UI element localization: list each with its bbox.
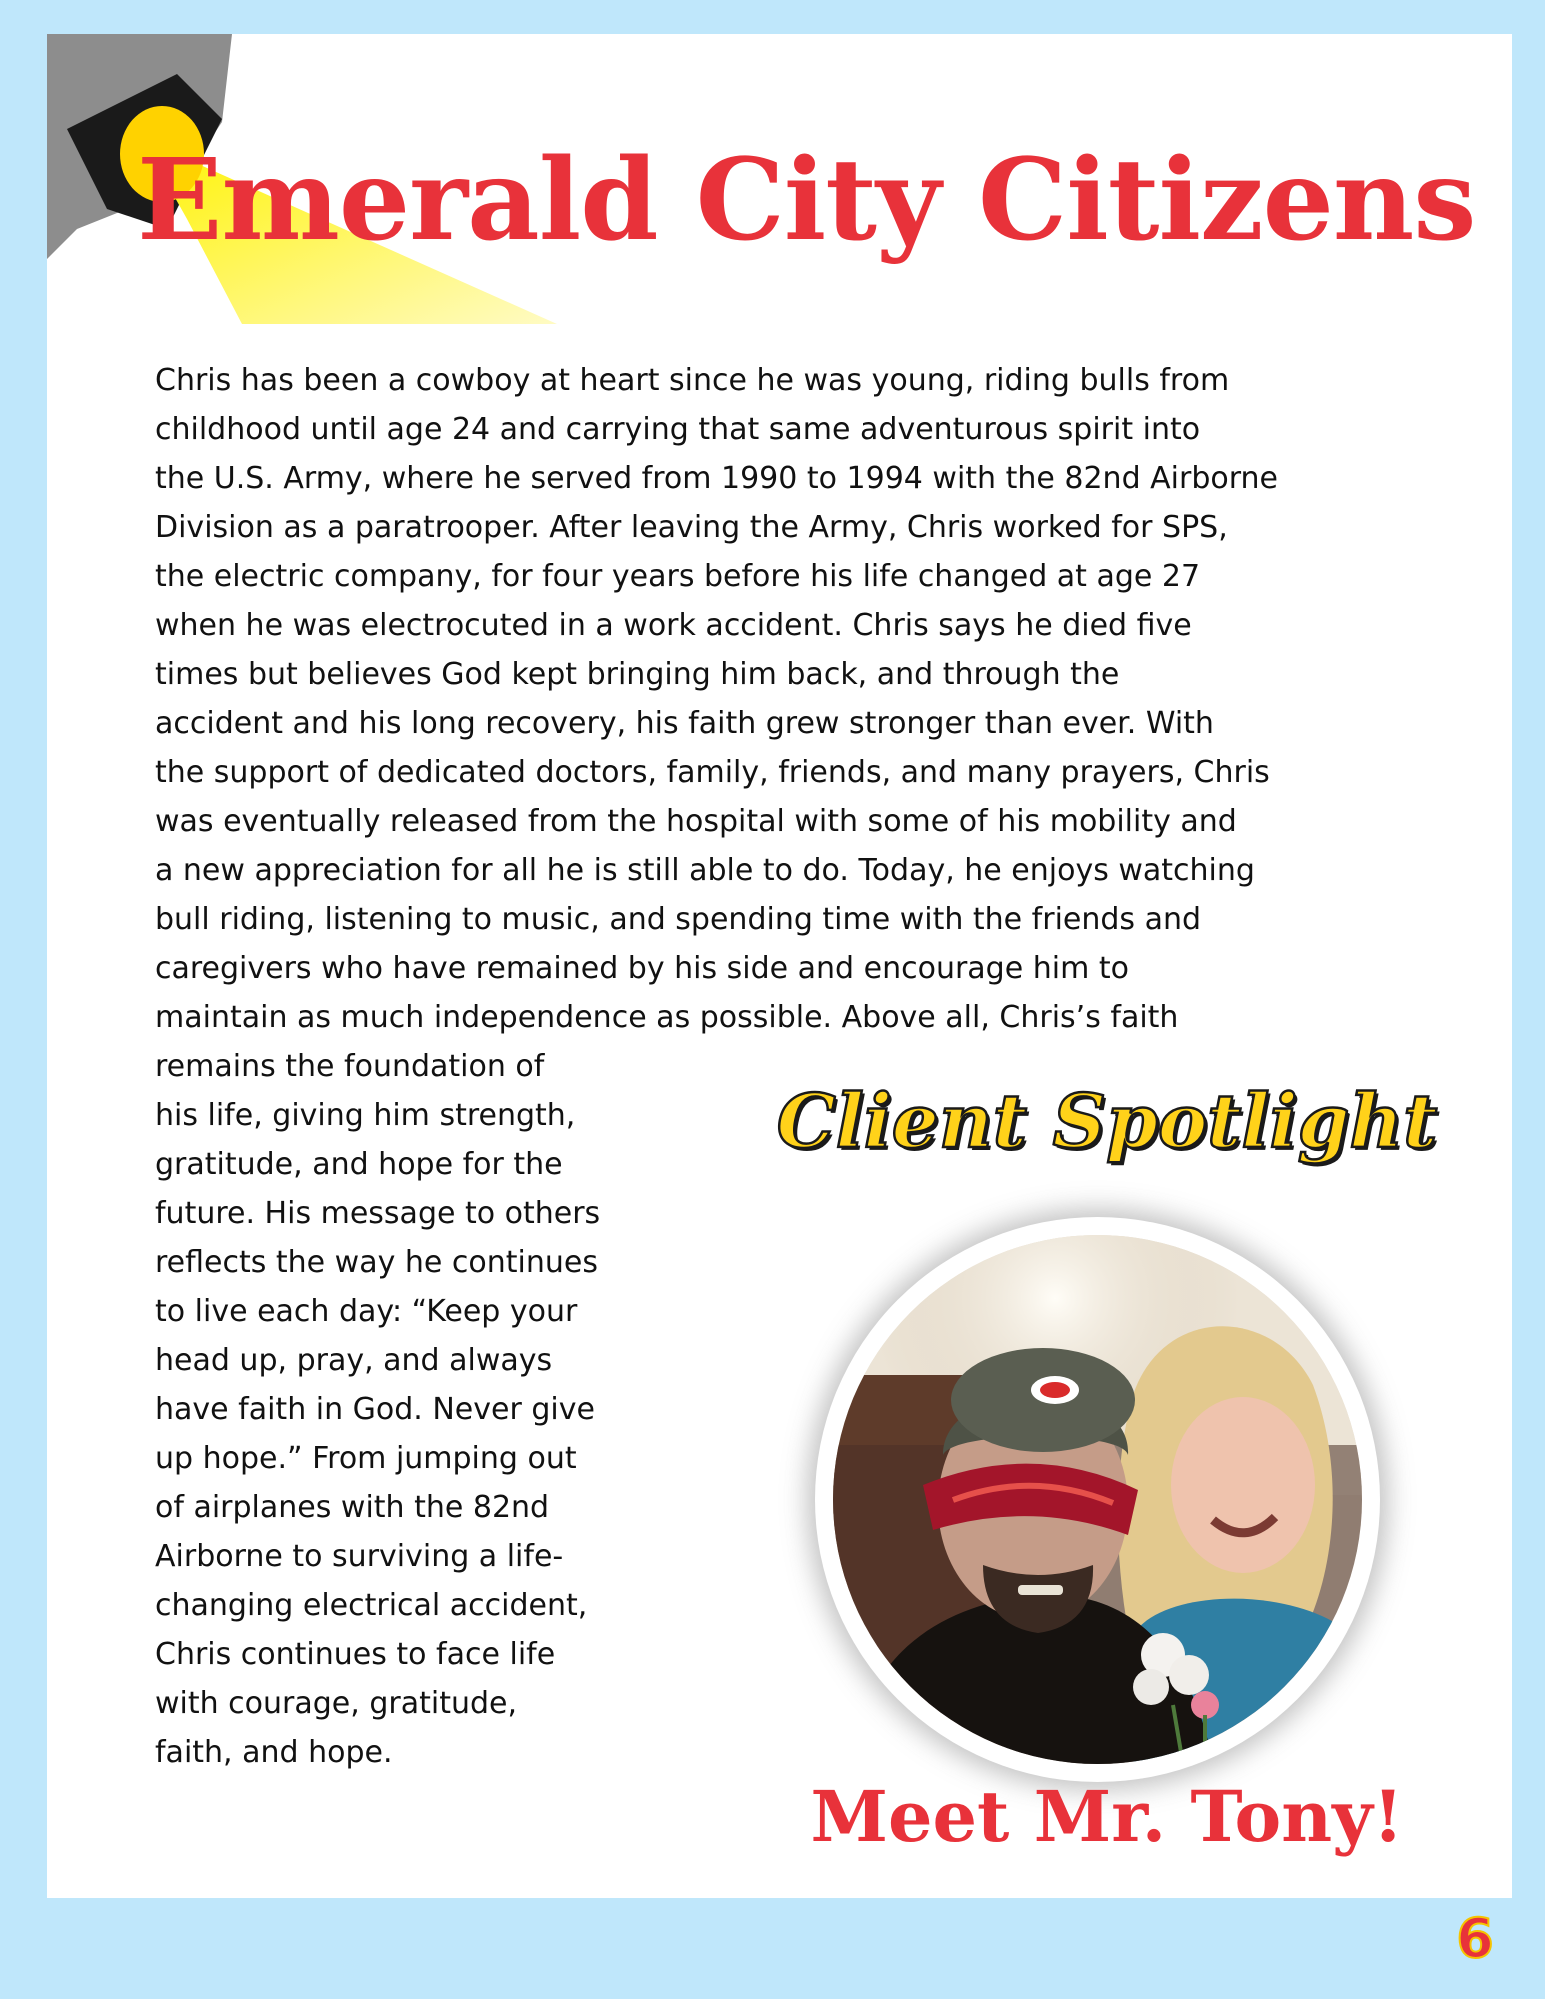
client-spotlight-heading: Client Spotlight xyxy=(776,1079,1438,1165)
story-line: of airplanes with the 82nd xyxy=(155,1490,550,1525)
story-line: changing electrical accident, xyxy=(155,1588,588,1623)
story-line: faith, and hope. xyxy=(155,1735,393,1770)
story-line: future. His message to others xyxy=(155,1196,601,1231)
story-line: times but believes God kept bringing him back, and through the xyxy=(155,657,1120,692)
story-line: childhood until age 24 and carrying that same adventurous spirit into xyxy=(155,412,1201,447)
story-line: a new appreciation for all he is still able to do. Today, he enjoys watching xyxy=(155,853,1255,888)
story-line: maintain as much independence as possible. Above all, Chris’s faith xyxy=(155,1000,1179,1035)
story-line: to live each day: “Keep your xyxy=(155,1294,578,1329)
newsletter-masthead: Emerald City Citizens xyxy=(137,135,1476,266)
newsletter-page xyxy=(47,34,1512,1898)
client-photo xyxy=(833,1235,1362,1764)
story-line: caregivers who have remained by his side and encourage him to xyxy=(155,951,1129,986)
story-line: the support of dedicated doctors, family, friends, and many prayers, Chris xyxy=(155,755,1270,790)
client-photo-frame xyxy=(815,1217,1380,1782)
story-line: Division as a paratrooper. After leaving the Army, Chris worked for SPS, xyxy=(155,510,1228,545)
meet-client-caption: Meet Mr. Tony! xyxy=(810,1775,1404,1858)
story-line: reflects the way he continues xyxy=(155,1245,598,1280)
story-line: Airborne to surviving a life- xyxy=(155,1539,564,1574)
story-line: have faith in God. Never give xyxy=(155,1392,595,1427)
story-line: accident and his long recovery, his faith grew stronger than ever. With xyxy=(155,706,1214,741)
story-line: was eventually released from the hospital with some of his mobility and xyxy=(155,804,1237,839)
story-line: gratitude, and hope for the xyxy=(155,1147,563,1182)
story-line: the electric company, for four years before his life changed at age 27 xyxy=(155,559,1201,594)
story-line: head up, pray, and always xyxy=(155,1343,553,1378)
story-line: with courage, gratitude, xyxy=(155,1686,518,1721)
story-line: Chris continues to face life xyxy=(155,1637,556,1672)
story-line: the U.S. Army, where he served from 1990 to 1994 with the 82nd Airborne xyxy=(155,461,1279,496)
story-line: his life, giving him strength, xyxy=(155,1098,576,1133)
story-line: when he was electrocuted in a work accident. Chris says he died five xyxy=(155,608,1192,643)
story-line: Chris has been a cowboy at heart since he was young, riding bulls from xyxy=(155,363,1230,398)
story-line: up hope.” From jumping out xyxy=(155,1441,577,1476)
story-line: bull riding, listening to music, and spending time with the friends and xyxy=(155,902,1202,937)
story-line: remains the foundation of xyxy=(155,1049,545,1084)
page-number: 6 xyxy=(1456,1907,1494,1970)
